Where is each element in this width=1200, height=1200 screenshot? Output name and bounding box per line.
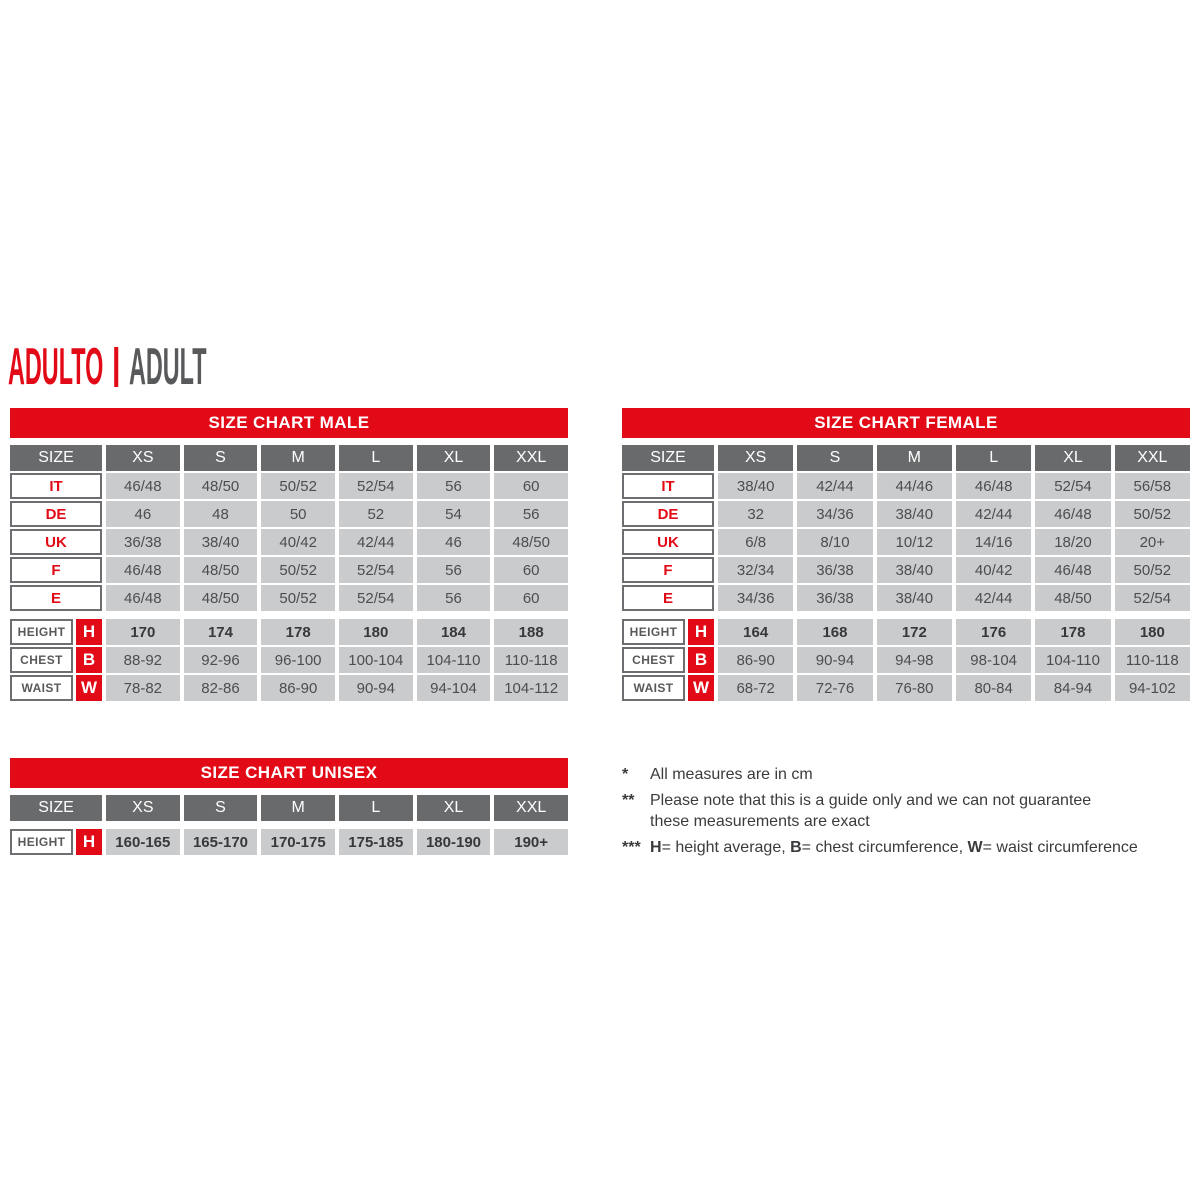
measure-rows-group <box>10 619 568 701</box>
size-cell: 50/52 <box>261 473 335 499</box>
measure-row-height <box>10 829 568 855</box>
size-cell: 14/16 <box>956 529 1031 555</box>
size-cell: 60 <box>494 585 568 611</box>
measure-letter-badge: B <box>688 647 714 673</box>
header-cell: XL <box>1035 445 1110 471</box>
size-cell: 46/48 <box>956 473 1031 499</box>
size-row-label: DE <box>622 501 714 527</box>
size-row-label: IT <box>622 473 714 499</box>
size-row-f <box>10 557 568 583</box>
size-cell: 52/54 <box>1035 473 1110 499</box>
size-row-it <box>622 473 1190 499</box>
measure-row-label: CHEST <box>10 647 73 673</box>
header-cell: L <box>339 795 413 821</box>
size-cell: 56 <box>417 557 491 583</box>
measure-cell: 104-110 <box>1035 647 1110 673</box>
measure-cell: 104-110 <box>417 647 491 673</box>
size-cell: 42/44 <box>339 529 413 555</box>
size-cell: 50/52 <box>1115 501 1190 527</box>
header-cell: M <box>261 445 335 471</box>
size-chart-female <box>622 408 1190 703</box>
footnote-measures-unit <box>622 764 1200 785</box>
measure-cell: 176 <box>956 619 1031 645</box>
size-cell: 34/36 <box>797 501 872 527</box>
measure-row-chest <box>622 647 1190 673</box>
size-row-it <box>10 473 568 499</box>
measure-row-label: HEIGHT <box>10 619 73 645</box>
size-cell: 36/38 <box>106 529 180 555</box>
size-chart-male <box>10 408 568 703</box>
size-row-uk <box>10 529 568 555</box>
measure-row-label: HEIGHT <box>10 829 73 855</box>
measure-cell: 96-100 <box>261 647 335 673</box>
size-cell: 40/42 <box>261 529 335 555</box>
size-row-uk <box>622 529 1190 555</box>
size-row-label: UK <box>622 529 714 555</box>
measure-cell: 180 <box>339 619 413 645</box>
header-cell: SIZE <box>622 445 714 471</box>
measure-cell: 175-185 <box>339 829 413 855</box>
size-cell: 46/48 <box>106 585 180 611</box>
footnote-line: these measurements are exact <box>650 813 870 830</box>
size-cell: 6/8 <box>718 529 793 555</box>
measure-cell: 90-94 <box>797 647 872 673</box>
size-row-f <box>622 557 1190 583</box>
size-chart-unisex <box>10 758 568 857</box>
footnote-text: All measures are in cm <box>650 766 813 783</box>
size-row-label: E <box>10 585 102 611</box>
header-cell: XL <box>417 795 491 821</box>
measure-row-chest <box>10 647 568 673</box>
footnote-line: Please note that this is a guide only and we can not guarantee <box>650 792 1092 809</box>
size-cell: 56 <box>494 501 568 527</box>
measure-label-group <box>10 647 102 673</box>
measure-cell: 170-175 <box>261 829 335 855</box>
footnote-legend <box>622 837 1200 858</box>
size-row-label: F <box>622 557 714 583</box>
size-cell: 34/36 <box>718 585 793 611</box>
header-cell: XXL <box>494 795 568 821</box>
footnote-text: H= height average, B= chest circumference, W= waist circumference <box>650 839 1138 856</box>
header-cell: L <box>956 445 1031 471</box>
measure-cell: 180 <box>1115 619 1190 645</box>
legend-letter-w: W <box>967 839 983 856</box>
header-cell: L <box>339 445 413 471</box>
size-cell: 36/38 <box>797 585 872 611</box>
measure-cell: 84-94 <box>1035 675 1110 701</box>
measure-label-group <box>10 619 102 645</box>
size-cell: 50/52 <box>261 557 335 583</box>
size-cell: 56/58 <box>1115 473 1190 499</box>
size-cell: 46 <box>417 529 491 555</box>
measure-cell: 104-112 <box>494 675 568 701</box>
table-header-row <box>622 445 1190 471</box>
measure-cell: 180-190 <box>417 829 491 855</box>
size-cell: 42/44 <box>956 585 1031 611</box>
size-cell: 46/48 <box>1035 501 1110 527</box>
size-cell: 42/44 <box>956 501 1031 527</box>
measure-cell: 94-98 <box>877 647 952 673</box>
measure-letter-badge: W <box>76 675 102 701</box>
measure-cell: 72-76 <box>797 675 872 701</box>
measure-cell: 100-104 <box>339 647 413 673</box>
table-banner-female: SIZE CHART FEMALE <box>622 408 1190 438</box>
measure-letter-badge: W <box>688 675 714 701</box>
legend-letter-h: H <box>650 839 662 856</box>
size-cell: 54 <box>417 501 491 527</box>
size-cell: 38/40 <box>718 473 793 499</box>
header-cell: XS <box>106 445 180 471</box>
footnote-marker: *** <box>622 839 641 856</box>
measure-row-waist <box>622 675 1190 701</box>
size-cell: 50 <box>261 501 335 527</box>
measure-cell: 178 <box>1035 619 1110 645</box>
measure-letter-badge: H <box>76 829 102 855</box>
measure-letter-badge: B <box>76 647 102 673</box>
measure-cell: 172 <box>877 619 952 645</box>
size-cell: 42/44 <box>797 473 872 499</box>
size-cell: 46/48 <box>106 557 180 583</box>
size-cell: 48/50 <box>494 529 568 555</box>
title-secondary: ADULT <box>128 338 207 396</box>
size-cell: 52/54 <box>339 585 413 611</box>
table-header-row <box>10 795 568 821</box>
header-cell: SIZE <box>10 795 102 821</box>
size-cell: 20+ <box>1115 529 1190 555</box>
size-cell: 56 <box>417 473 491 499</box>
table-banner-male: SIZE CHART MALE <box>10 408 568 438</box>
size-row-label: IT <box>10 473 102 499</box>
measure-label-group <box>10 829 102 855</box>
measure-cell: 82-86 <box>184 675 258 701</box>
measure-cell: 110-118 <box>1115 647 1190 673</box>
measure-cell: 76-80 <box>877 675 952 701</box>
measure-label-group <box>622 675 714 701</box>
size-cell: 36/38 <box>797 557 872 583</box>
measure-cell: 68-72 <box>718 675 793 701</box>
size-cell: 10/12 <box>877 529 952 555</box>
size-cell: 8/10 <box>797 529 872 555</box>
measure-row-label: WAIST <box>10 675 73 701</box>
page-title <box>8 338 207 396</box>
size-cell: 50/52 <box>1115 557 1190 583</box>
size-cell: 46/48 <box>1035 557 1110 583</box>
size-row-label: F <box>10 557 102 583</box>
footnotes <box>622 764 1200 863</box>
size-cell: 38/40 <box>877 585 952 611</box>
size-cell: 38/40 <box>877 501 952 527</box>
header-cell: XS <box>106 795 180 821</box>
footnote-marker: ** <box>622 792 635 809</box>
footnote-marker: * <box>622 766 629 783</box>
header-cell: XXL <box>494 445 568 471</box>
measure-cell: 88-92 <box>106 647 180 673</box>
header-cell: S <box>184 445 258 471</box>
measure-cell: 98-104 <box>956 647 1031 673</box>
measure-row-label: WAIST <box>622 675 685 701</box>
table-banner-unisex: SIZE CHART UNISEX <box>10 758 568 788</box>
size-cell: 48/50 <box>184 473 258 499</box>
measure-row-label: HEIGHT <box>622 619 685 645</box>
size-row-label: DE <box>10 501 102 527</box>
size-row-de <box>10 501 568 527</box>
measure-row-label: CHEST <box>622 647 685 673</box>
size-cell: 32 <box>718 501 793 527</box>
size-row-e <box>622 585 1190 611</box>
measure-cell: 168 <box>797 619 872 645</box>
measure-cell: 90-94 <box>339 675 413 701</box>
measure-cell: 78-82 <box>106 675 180 701</box>
measure-cell: 160-165 <box>106 829 180 855</box>
measure-cell: 164 <box>718 619 793 645</box>
size-cell: 32/34 <box>718 557 793 583</box>
table-header-row <box>10 445 568 471</box>
header-cell: SIZE <box>10 445 102 471</box>
measure-cell: 86-90 <box>718 647 793 673</box>
footnote-text <box>650 790 1091 832</box>
header-cell: M <box>877 445 952 471</box>
size-cell: 40/42 <box>956 557 1031 583</box>
measure-row-height <box>622 619 1190 645</box>
size-cell: 18/20 <box>1035 529 1110 555</box>
measure-rows-group <box>622 619 1190 701</box>
size-cell: 48/50 <box>184 585 258 611</box>
measure-label-group <box>622 647 714 673</box>
measure-cell: 110-118 <box>494 647 568 673</box>
size-cell: 52/54 <box>1115 585 1190 611</box>
size-cell: 38/40 <box>877 557 952 583</box>
measure-cell: 94-104 <box>417 675 491 701</box>
measure-rows-group <box>10 829 568 855</box>
measure-cell: 184 <box>417 619 491 645</box>
size-row-label: E <box>622 585 714 611</box>
measure-row-waist <box>10 675 568 701</box>
size-cell: 50/52 <box>261 585 335 611</box>
size-row-e <box>10 585 568 611</box>
measure-letter-badge: H <box>688 619 714 645</box>
header-cell: XS <box>718 445 793 471</box>
header-cell: S <box>184 795 258 821</box>
measure-cell: 92-96 <box>184 647 258 673</box>
title-separator <box>114 347 118 387</box>
measure-cell: 190+ <box>494 829 568 855</box>
size-cell: 52/54 <box>339 473 413 499</box>
size-cell: 52 <box>339 501 413 527</box>
measure-cell: 86-90 <box>261 675 335 701</box>
measure-label-group <box>622 619 714 645</box>
size-cell: 38/40 <box>184 529 258 555</box>
measure-cell: 188 <box>494 619 568 645</box>
size-cell: 60 <box>494 557 568 583</box>
size-row-de <box>622 501 1190 527</box>
measure-cell: 94-102 <box>1115 675 1190 701</box>
measure-cell: 178 <box>261 619 335 645</box>
measure-cell: 170 <box>106 619 180 645</box>
size-cell: 48/50 <box>184 557 258 583</box>
header-cell: M <box>261 795 335 821</box>
size-cell: 46/48 <box>106 473 180 499</box>
size-cell: 46 <box>106 501 180 527</box>
size-cell: 48 <box>184 501 258 527</box>
legend-letter-b: B <box>790 839 802 856</box>
size-cell: 44/46 <box>877 473 952 499</box>
header-cell: XXL <box>1115 445 1190 471</box>
header-cell: S <box>797 445 872 471</box>
size-cell: 56 <box>417 585 491 611</box>
size-cell: 60 <box>494 473 568 499</box>
measure-label-group <box>10 675 102 701</box>
title-primary: ADULTO <box>8 338 104 396</box>
measure-cell: 174 <box>184 619 258 645</box>
header-cell: XL <box>417 445 491 471</box>
measure-letter-badge: H <box>76 619 102 645</box>
size-row-label: UK <box>10 529 102 555</box>
measure-row-height <box>10 619 568 645</box>
size-cell: 48/50 <box>1035 585 1110 611</box>
size-cell: 52/54 <box>339 557 413 583</box>
measure-cell: 80-84 <box>956 675 1031 701</box>
measure-cell: 165-170 <box>184 829 258 855</box>
footnote-guide-disclaimer <box>622 790 1200 832</box>
